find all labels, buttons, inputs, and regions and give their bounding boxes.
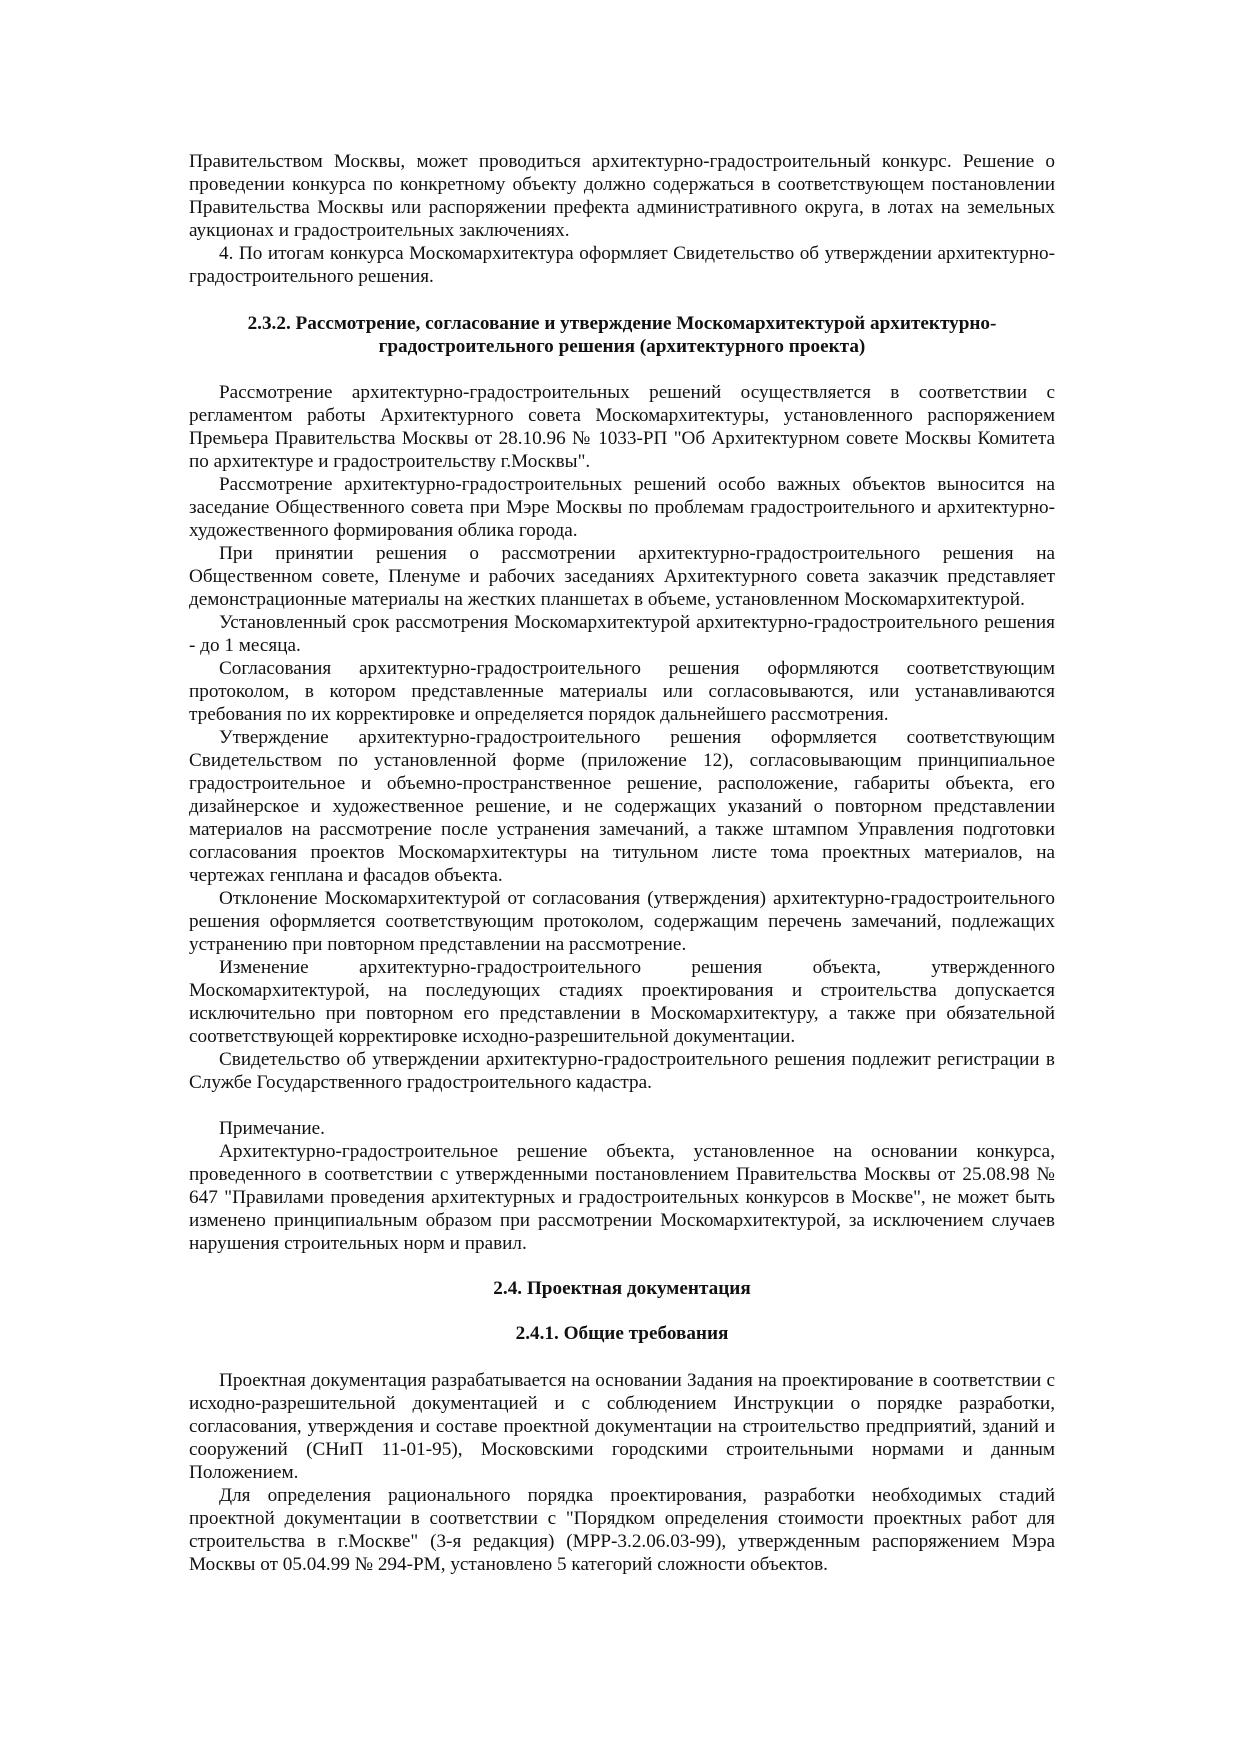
note-text: Архитектурно-градостроительное решение объекта, установленное на основании конкурса, проведенного в соответствии с утвержденными постановлением Правительства Москвы от 25.08.98 № 647 "Правилами проведения архитектурных и градостроительных конкурсов в Москве", не может быть изменено принципиальным образом при рассмотрении Москомархитектурой, за исключением случаев нарушения строительных норм и правил. [189,1141,1055,1254]
intro-paragraph-2: 4. По итогам конкурса Москомархитектура оформляет Свидетельство об утверждении архитектурно-градостроительного решения. [189,243,1055,287]
intro-paragraph-1: Правительством Москвы, может проводиться архитектурно-градостроительный конкурс. Решение о проведении конкурса по конкретному объекту должно содержаться в соответствующем постановлении Правительства Москвы или распоряжении префекта административного округа, в лотах на земельных аукционах и градостроительных заключениях. [189,151,1055,241]
section-2-4-1-heading: 2.4.1. Общие требования [515,1323,729,1344]
section-2-3-2-paragraph: Свидетельство об утверждении архитектурно-градостроительного решения подлежит регистрации в Службе Государственного градостроительного кадастра. [189,1049,1055,1093]
section-2-3-2-paragraph: Согласования архитектурно-градостроительного решения оформляются соответствующим протоколом, в котором представленные материалы или согласовываются, или устанавливаются требования по их корректировке и определяется порядок дальнейшего рассмотрения. [189,658,1055,725]
section-2-3-2-paragraph: Установленный срок рассмотрения Москомархитектурой архитектурно-градостроительного решения - до 1 месяца. [189,612,1055,656]
section-2-3-2-paragraph: При принятии решения о рассмотрении архитектурно-градостроительного решения на Общественном совете, Пленуме и рабочих заседаниях Архитектурного совета заказчик представляет демонстрационные материалы на жестких планшетах в объеме, установленном Москомархитектурой. [189,543,1055,610]
section-2-3-2-paragraph: Рассмотрение архитектурно-градостроительных решений особо важных объектов выносится на заседание Общественного совета при Мэре Москвы по проблемам градостроительного и архитектурно-художественного формирования облика города. [189,474,1055,541]
section-2-3-2-paragraph: Рассмотрение архитектурно-градостроительных решений осуществляется в соответствии с регламентом работы Архитектурного совета Москомархитектуры, установленного распоряжением Премьера Правительства Москвы от 28.10.96 № 1033-РП "Об Архитектурном совете Москвы Комитета по архитектуре и градостроительству г.Москвы". [189,382,1055,472]
section-2-4-1-paragraph: Проектная документация разрабатывается на основании Задания на проектирование в соответствии с исходно-разрешительной документацией и с соблюдением Инструкции о порядке разработки, согласования, утверждения и составе проектной документации на строительство предприятий, зданий и сооружений (СНиП 11-01-95), Московскими городскими строительными нормами и данным Положением. [189,1370,1055,1483]
section-2-3-2-paragraph: Изменение архитектурно-градостроительного решения объекта, утвержденного Москомархитектурой, на последующих стадиях проектирования и строительства допускается исключительно при повторном его представлении в Москомархитектуру, а также при обязательной соответствующей корректировке исходно-разрешительной документации. [189,957,1055,1047]
section-2-3-2-paragraph: Утверждение архитектурно-градостроительного решения оформляется соответствующим Свидетельством по установленной форме (приложение 12), согласовывающим принципиальное градостроительное и объемно-пространственное решение, расположение, габариты объекта, его дизайнерское и художественное решение, и не содержащих указаний о повторном представлении материалов на рассмотрение после устранения замечаний, а также штампом Управления подготовки согласования проектов Москомархитектуры на титульном листе тома проектных материалов, на чертежах генплана и фасадов объекта. [189,727,1055,886]
document-page [189,150,1055,1576]
section-2-3-2-paragraph: Отклонение Москомархитектурой от согласования (утверждения) архитектурно-градостроительного решения оформляется соответствующим протоколом, содержащим перечень замечаний, подлежащих устранению при повторном представлении на рассмотрение. [189,888,1055,955]
section-2-4-1-paragraph: Для определения рационального порядка проектирования, разработки необходимых стадий проектной документации в соответствии с "Порядком определения стоимости проектных работ для строительства в г.Москве" (3-я редакция) (МРР-3.2.06.03-99), утвержденным распоряжением Мэра Москвы от 05.04.99 № 294-РМ, установлено 5 категорий сложности объектов. [189,1485,1055,1575]
note-label: Примечание. [219,1118,325,1139]
section-2-3-2-heading: 2.3.2. Рассмотрение, согласование и утверждение Москомархитектурой архитектурно-градостроительного решения (архитектурного проекта) [247,313,997,357]
section-2-4-heading: 2.4. Проектная документация [493,1278,751,1299]
